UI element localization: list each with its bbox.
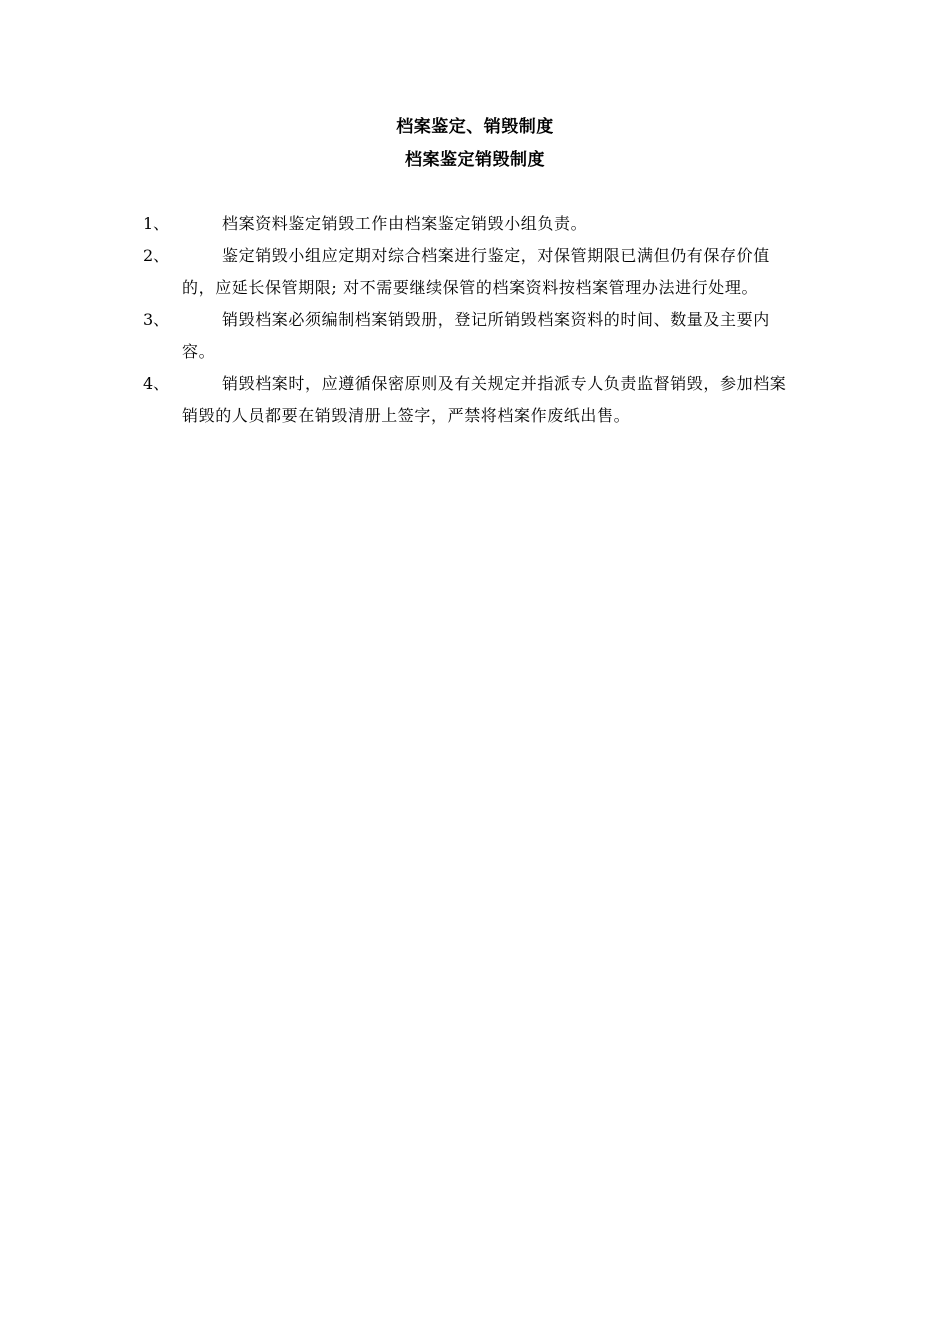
list-item-number: 2、 [143,246,170,265]
list-item-text: 销毁档案必须编制档案销毁册，登记所销毁档案资料的时间、数量及主要内容。 [182,310,770,361]
list-item [0,208,950,240]
list-item-number: 1、 [143,214,170,233]
rules-list [0,208,950,432]
document-title: 档案鉴定、销毁制度 [396,117,554,137]
list-item [0,240,950,304]
list-item [0,304,950,368]
list-item-text: 销毁档案时，应遵循保密原则及有关规定并指派专人负责监督销毁，参加档案销毁的人员都要在销毁清册上签字，严禁将档案作废纸出售。 [182,374,787,425]
list-item-text: 档案资料鉴定销毁工作由档案鉴定销毁小组负责。 [222,214,588,233]
list-item-number: 3、 [143,310,170,329]
list-item-text: 鉴定销毁小组应定期对综合档案进行鉴定，对保管期限已满但仍有保存价值的，应延长保管期限; 对不需要继续保管的档案资料按档案管理办法进行处理。 [182,246,770,297]
document-subtitle: 档案鉴定销毁制度 [405,150,545,170]
list-item [0,368,950,432]
list-item-number: 4、 [143,374,170,393]
